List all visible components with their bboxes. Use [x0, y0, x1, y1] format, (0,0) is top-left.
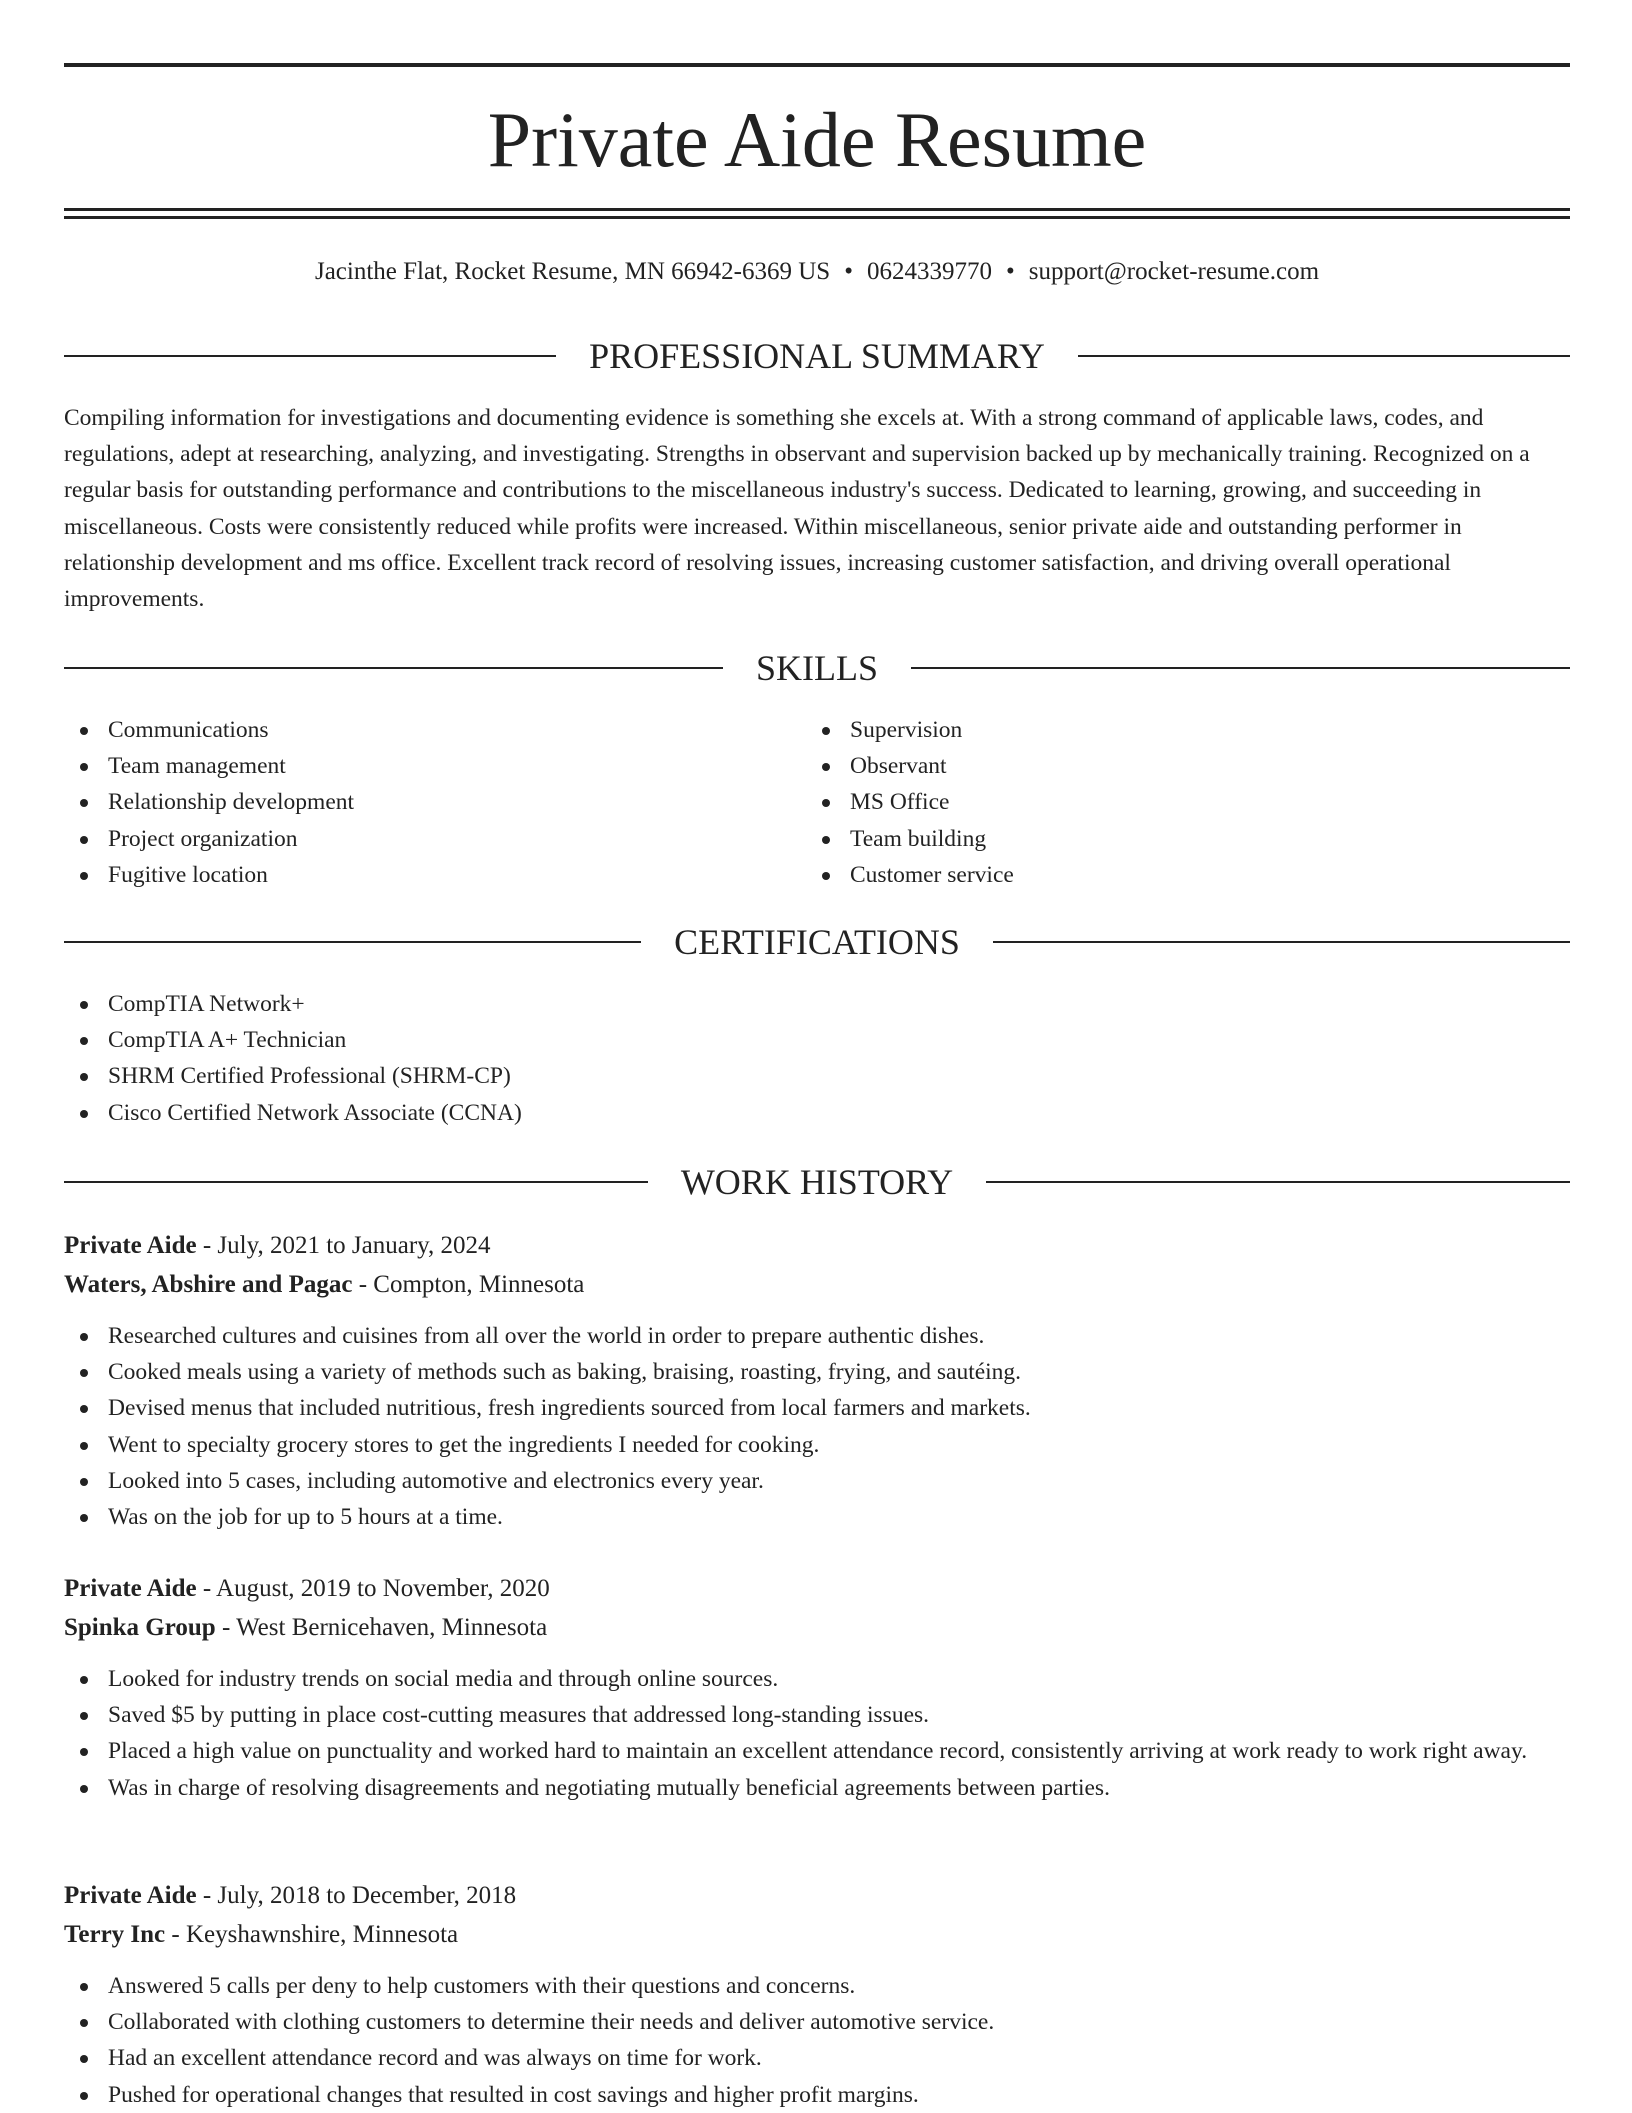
job-title: Private Aide — [64, 1882, 197, 1909]
heading-text: PROFESSIONAL SUMMARY — [589, 336, 1045, 376]
job-bullets — [64, 1318, 1570, 1535]
job-company: Terry Inc — [64, 1921, 166, 1948]
job-bullet: Looked for industry trends on social media and through online sources. — [64, 1661, 1570, 1697]
separator-dot: • — [844, 258, 853, 285]
heading-text: WORK HISTORY — [680, 1162, 954, 1202]
job-bullet: Looked into 5 cases, including automotive and electronics every year. — [64, 1463, 1570, 1499]
heading-rule — [911, 667, 1570, 669]
skill-item: MS Office — [806, 784, 1506, 820]
job-company-line — [64, 1265, 1570, 1304]
skill-item: Fugitive location — [64, 857, 764, 893]
separator-dot: • — [1005, 258, 1015, 285]
job-bullet: Went to specialty grocery stores to get the ingredients I needed for cooking. — [64, 1427, 1570, 1463]
heading-text: SKILLS — [756, 648, 879, 688]
contact-address: Jacinthe Flat, Rocket Resume, MN 66942-6369 US — [314, 258, 831, 285]
title-rule-lower — [64, 216, 1570, 219]
job-dates: - July, 2021 to January, 2024 — [196, 1232, 491, 1259]
job-bullet: Answered 5 calls per deny to help customers with their questions and concerns. — [64, 1968, 1570, 2004]
job-bullet: Researched cultures and cuisines from all over the world in order to prepare authentic dishes. — [64, 1318, 1570, 1354]
job-title: Private Aide — [64, 1575, 197, 1602]
job-bullet: Had an excellent attendance record and was always on time for work. — [64, 2040, 1570, 2076]
heading-rule — [64, 355, 556, 357]
certifications-list — [64, 986, 1570, 1131]
heading-rule — [64, 941, 641, 943]
skill-item: Supervision — [806, 712, 1506, 748]
job-bullet: Cooked meals using a variety of methods such as baking, braising, roasting, frying, and sautéing. — [64, 1354, 1570, 1390]
title-rule-upper — [64, 208, 1570, 211]
job-bullet: Was in charge of resolving disagreements and negotiating mutually beneficial agreements between parties. — [64, 1770, 1570, 1806]
job-company: Spinka Group — [64, 1614, 216, 1641]
heading-rule — [64, 1181, 648, 1183]
top-rule — [64, 63, 1570, 67]
job-location: - Keyshawnshire, Minnesota — [165, 1921, 459, 1948]
job-location: - Compton, Minnesota — [352, 1271, 585, 1298]
certification-item: Cisco Certified Network Associate (CCNA) — [64, 1095, 1570, 1131]
job-bullets — [64, 1661, 1570, 1806]
heading-text: CERTIFICATIONS — [674, 922, 960, 962]
skill-item: Customer service — [806, 857, 1506, 893]
skill-item: Team building — [806, 821, 1506, 857]
job-entry — [64, 1569, 1570, 1806]
skill-item: Observant — [806, 748, 1506, 784]
job-bullet: Placed a high value on punctuality and worked hard to maintain an excellent attendance record, consistently arriving at work ready to work right away. — [64, 1733, 1570, 1769]
skill-item: Relationship development — [64, 784, 764, 820]
job-bullet: Pushed for operational changes that resulted in cost savings and higher profit margins. — [64, 2077, 1570, 2113]
certification-item: SHRM Certified Professional (SHRM-CP) — [64, 1058, 1570, 1094]
job-company-line — [64, 1608, 1570, 1647]
job-company: Waters, Abshire and Pagac — [64, 1271, 353, 1298]
skill-item: Communications — [64, 712, 764, 748]
skills-heading — [64, 646, 1570, 690]
work-history-heading — [64, 1160, 1570, 1204]
job-bullet: Saved $5 by putting in place cost-cutting measures that addressed long-standing issues. — [64, 1697, 1570, 1733]
skills-list-left — [64, 712, 764, 893]
job-title-line — [64, 1226, 1570, 1265]
heading-rule — [64, 667, 723, 669]
skills-list-right — [806, 712, 1506, 893]
heading-rule — [1078, 355, 1570, 357]
page-title: Private Aide Resume — [487, 96, 1147, 183]
certification-item: CompTIA Network+ — [64, 986, 1570, 1022]
job-location: - West Bernicehaven, Minnesota — [215, 1614, 548, 1641]
heading-rule — [986, 1181, 1570, 1183]
summary-paragraph: Compiling information for investigations and documenting evidence is something she excels at. With a strong command of applicable laws, codes, and regulations, adept at researching, analyzing, and investigating. Strengths in observant and supervision backed up by mechanically training. Recognized on a regular basis for outstanding performance and contributions to the miscellaneous industry's success. Dedicated to learning, growing, and succeeding in miscellaneous. Costs were consistently reduced while profits were increased. Within miscellaneous, senior private aide and outstanding performer in relationship development and ms office. Excellent track record of resolving issues, increasing customer satisfaction, and driving overall operational improvements. — [64, 405, 1530, 613]
job-dates: - July, 2018 to December, 2018 — [196, 1882, 517, 1909]
job-bullet: Collaborated with clothing customers to determine their needs and deliver automotive service. — [64, 2004, 1570, 2040]
job-dates: - August, 2019 to November, 2020 — [196, 1575, 550, 1602]
job-title-line — [64, 1569, 1570, 1608]
job-title-line — [64, 1876, 1570, 1915]
job-company-line — [64, 1915, 1570, 1954]
job-bullets — [64, 1968, 1570, 2113]
skill-item: Project organization — [64, 821, 764, 857]
certification-item: CompTIA A+ Technician — [64, 1022, 1570, 1058]
heading-rule — [993, 941, 1570, 943]
job-entry — [64, 1226, 1570, 1535]
job-bullet: Was on the job for up to 5 hours at a time. — [64, 1499, 1570, 1535]
contact-phone: 0624339770 — [866, 258, 992, 285]
job-entry — [64, 1876, 1570, 2113]
skill-item: Team management — [64, 748, 764, 784]
job-title: Private Aide — [64, 1232, 197, 1259]
summary-heading — [64, 334, 1570, 378]
certifications-heading — [64, 920, 1570, 964]
contact-email: support@rocket-resume.com — [1028, 258, 1320, 285]
job-bullet: Devised menus that included nutritious, fresh ingredients sourced from local farmers and markets. — [64, 1390, 1570, 1426]
contact-line — [64, 255, 1570, 289]
